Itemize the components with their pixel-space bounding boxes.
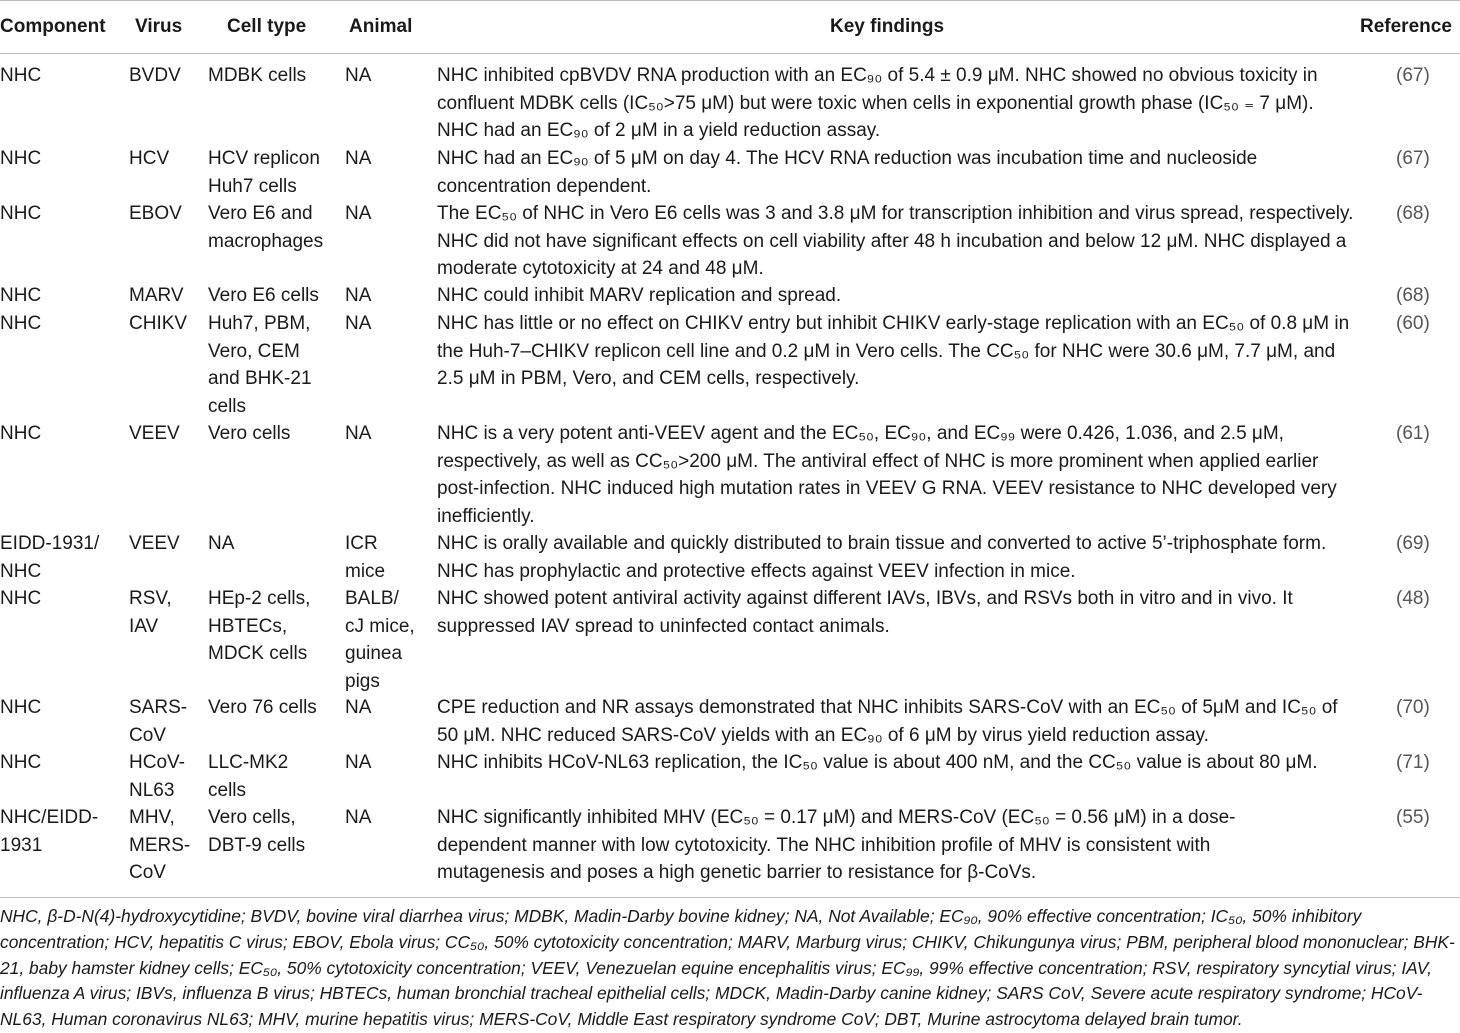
- cell-findings: NHC is a very potent anti-VEEV agent and the EC₅₀, EC₉₀, and EC₉₉ were 0.426, 1.036, and 2.5 μM, respectively, as well as CC₅₀>200 μM. The antiviral effect of NHC is more prominent when applied earlier post-infection. NHC induced high mutation rates in VEEV G RNA. VEEV resistance to NHC developed very inefficiently.: [437, 423, 1337, 527]
- cell-virus: BVDV: [129, 65, 181, 86]
- cell-cell-type: Vero cells, DBT-9 cells: [208, 807, 306, 856]
- cell-animal: NA: [345, 697, 372, 718]
- cell-animal: BALB/ cJ mice, guinea pigs: [345, 588, 415, 692]
- cell-reference[interactable]: (68): [1396, 285, 1430, 306]
- cell-component: NHC: [0, 697, 42, 718]
- cell-animal: ICR mice: [345, 533, 386, 582]
- cell-animal: NA: [345, 203, 372, 224]
- cell-findings: NHC had an EC₉₀ of 5 μM on day 4. The HCV RNA reduction was incubation time and nucleoside concentration dependent.: [437, 148, 1258, 197]
- header-component: Component: [0, 16, 106, 37]
- header-reference: Reference: [1360, 16, 1452, 37]
- cell-virus: RSV, IAV: [129, 588, 172, 637]
- cell-virus: VEEV: [129, 423, 180, 444]
- cell-findings: NHC inhibits HCoV-NL63 replication, the IC₅₀ value is about 400 nM, and the CC₅₀ value is about 80 μM.: [437, 752, 1318, 773]
- cell-cell-type: Vero E6 cells: [208, 285, 319, 306]
- cell-findings: The EC₅₀ of NHC in Vero E6 cells was 3 and 3.8 μM for transcription inhibition and virus spread, respectively. NHC did not have significant effects on cell viability after 48 h incubation and below 12 μM. NHC displayed a moderate cytotoxicity at 24 and 48 μM.: [437, 203, 1354, 279]
- cell-reference[interactable]: (70): [1396, 697, 1430, 718]
- cell-reference[interactable]: (60): [1396, 313, 1430, 334]
- cell-animal: NA: [345, 807, 372, 828]
- cell-reference[interactable]: (67): [1396, 148, 1430, 169]
- cell-reference[interactable]: (67): [1396, 65, 1430, 86]
- cell-component: NHC/EIDD-1931: [0, 807, 99, 856]
- cell-cell-type: HEp-2 cells, HBTECs, MDCK cells: [208, 588, 311, 664]
- cell-animal: NA: [345, 65, 372, 86]
- cell-reference[interactable]: (48): [1396, 588, 1430, 609]
- findings-text: NHC showed potent antiviral activity against different IAVs, IBVs, and RSVs both in vitro and in vivo. It suppressed IAV spread to uninfected contact animals.: [437, 588, 1293, 637]
- cell-component: NHC: [0, 65, 42, 86]
- cell-cell-type: LLC-MK2 cells: [208, 752, 289, 801]
- table-bottom-rule: [0, 897, 1460, 898]
- cell-cell-type: Vero 76 cells: [208, 697, 317, 718]
- cell-reference[interactable]: (61): [1396, 423, 1430, 444]
- cell-component: NHC: [0, 588, 42, 609]
- cell-reference[interactable]: (69): [1396, 533, 1430, 554]
- cell-animal: NA: [345, 752, 372, 773]
- cell-cell-type: HCV replicon Huh7 cells: [208, 148, 320, 197]
- cell-component: NHC: [0, 203, 42, 224]
- cell-cell-type: Huh7, PBM, Vero, CEM and BHK-21 cells: [208, 313, 312, 417]
- cell-cell-type: MDBK cells: [208, 65, 307, 86]
- cell-virus: MARV: [129, 285, 184, 306]
- cell-component: NHC: [0, 285, 42, 306]
- cell-animal: NA: [345, 313, 372, 334]
- cell-virus: VEEV: [129, 533, 180, 554]
- cell-cell-type: Vero E6 and macrophages: [208, 203, 324, 252]
- cell-reference[interactable]: (71): [1396, 752, 1430, 773]
- cell-findings: NHC is orally available and quickly distributed to brain tissue and converted to active 5’-triphosphate form. NHC has prophylactic and protective effects against VEEV infection in mice.: [437, 533, 1327, 582]
- cell-component: NHC: [0, 423, 42, 444]
- cell-virus: CHIKV: [129, 313, 188, 334]
- header-animal: Animal: [349, 16, 413, 37]
- cell-virus: HCV: [129, 148, 170, 169]
- cell-reference[interactable]: (68): [1396, 203, 1430, 224]
- cell-component: EIDD-1931/ NHC: [0, 533, 100, 582]
- cell-cell-type: NA: [208, 533, 235, 554]
- cell-findings: NHC significantly inhibited MHV (EC₅₀ = 0.17 μM) and MERS-CoV (EC₅₀ = 0.56 μM) in a dose-dependent manner with low cytotoxicity. The NHC inhibition profile of MHV is consistent with mutagenesis and poses a high genetic barrier to resistance for β-CoVs.: [437, 807, 1236, 883]
- cell-animal: NA: [345, 148, 372, 169]
- cell-virus: HCoV-NL63: [129, 752, 185, 801]
- cell-virus: MHV, MERS-CoV: [129, 807, 191, 883]
- cell-virus: EBOV: [129, 203, 182, 224]
- table-header: [0, 0, 1460, 54]
- cell-reference[interactable]: (55): [1396, 807, 1430, 828]
- cell-virus: SARS-CoV: [129, 697, 188, 746]
- table-footnote: NHC, β-D-N(4)-hydroxycytidine; BVDV, bovine viral diarrhea virus; MDBK, Madin-Darby bovine kidney; NA, Not Available; EC₉₀, 90% effective concentration; IC₅₀, 50% inhibitory concentration; HCV, hepatitis C virus; EBOV, Ebola virus; CC₅₀, 50% cytotoxicity concentration; MARV, Marburg virus; CHIKV, Chikungunya virus; PBM, peripheral blood mononuclear; BHK-21, baby hamster kidney cells; EC₅₀, 50% cytotoxicity concentration; VEEV, Venezuelan equine encephalitis virus; EC₉₉, 99% effective concentration; RSV, respiratory syncytial virus; IAV, influenza A virus; IBVs, influenza B virus; HBTECs, human bronchial tracheal epithelial cells; MDCK, Madin-Darby canine kidney; SARS CoV, Severe acute respiratory syndrome; HCoV-NL63, Human coronavirus NL63; MHV, murine hepatitis virus; MERS-CoV, Middle East respiratory syndrome CoV; DBT, Murine astrocytoma delayed brain tumor.: [0, 906, 1455, 1030]
- header-key-findings: Key findings: [830, 16, 945, 37]
- cell-component: NHC: [0, 313, 42, 334]
- cell-component: NHC: [0, 148, 42, 169]
- cell-findings: NHC has little or no effect on CHIKV entry but inhibit CHIKV early-stage replication with an EC₅₀ of 0.8 μM in the Huh-7–CHIKV replicon cell line and 0.2 μM in Vero cells. The CC₅₀ for NHC were 30.6 μM, 7.7 μM, and 2.5 μM in PBM, Vero, and CEM cells, respectively.: [437, 313, 1350, 389]
- cell-animal: NA: [345, 423, 372, 444]
- header-cell-type: Cell type: [227, 16, 307, 37]
- cell-findings: [437, 585, 1357, 640]
- cell-cell-type: Vero cells: [208, 423, 291, 444]
- cell-animal: NA: [345, 285, 372, 306]
- cell-findings: NHC could inhibit MARV replication and spread.: [437, 285, 842, 306]
- cell-component: NHC: [0, 752, 42, 773]
- cell-findings: NHC inhibited cpBVDV RNA production with an EC₉₀ of 5.4 ± 0.9 μM. NHC showed no obvious toxicity in confluent MDBK cells (IC₅₀>75 μM) but were toxic when cells in exponential growth phase (IC₅₀ ₌ 7 μM). NHC had an EC₉₀ of 2 μM in a yield reduction assay.: [437, 65, 1318, 141]
- header-virus: Virus: [135, 16, 183, 37]
- cell-findings: CPE reduction and NR assays demonstrated that NHC inhibits SARS-CoV with an EC₅₀ of 5μM and IC₅₀ of 50 μM. NHC reduced SARS-CoV yields with an EC₉₀ of 6 μM by virus yield reduction assay.: [437, 697, 1338, 746]
